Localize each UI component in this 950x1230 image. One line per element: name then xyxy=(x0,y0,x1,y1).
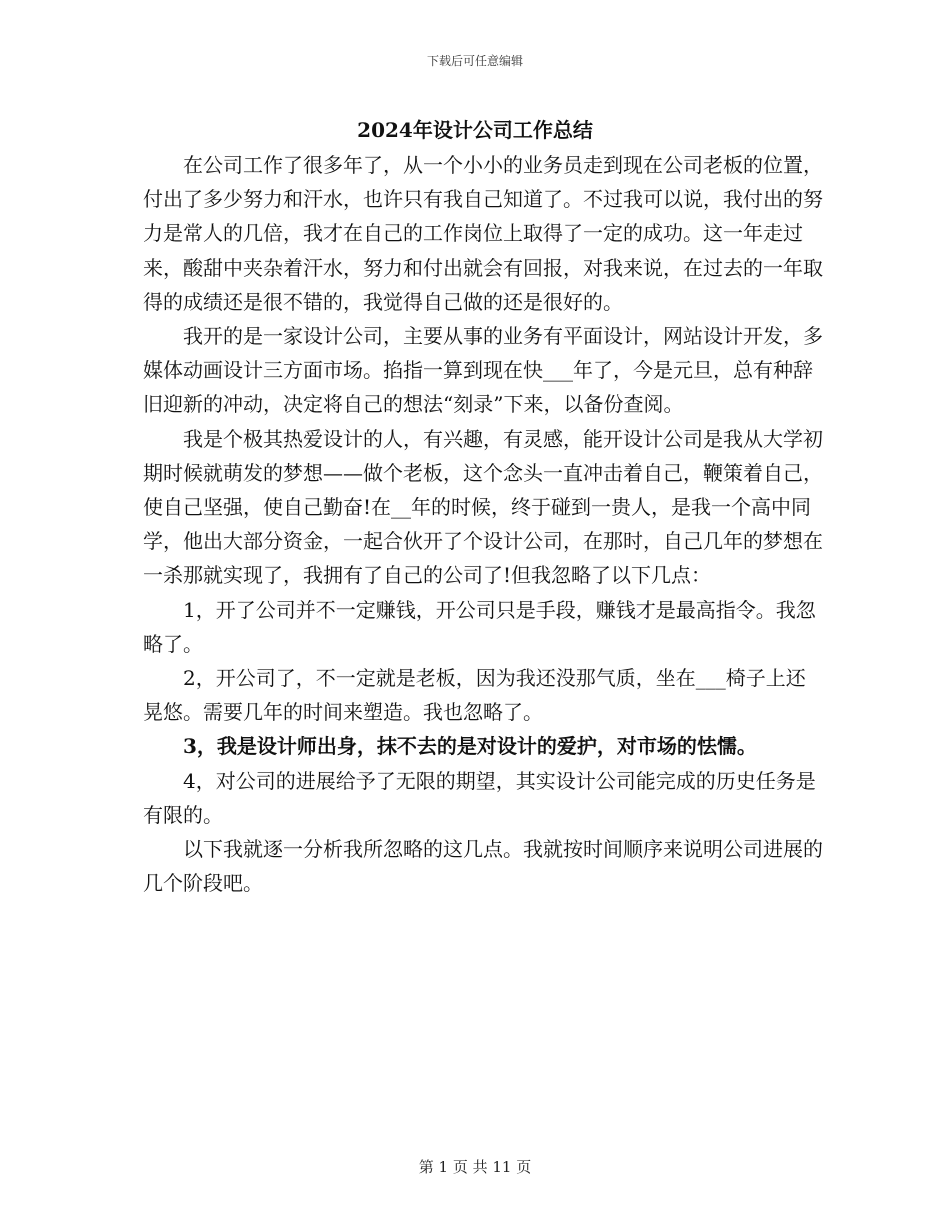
paragraph-company-business: 我开的是一家设计公司，主要从事的业务有平面设计，网站设计开发，多媒体动画设计三方面市场。掐指一算到现在快___年了，今是元旦，总有种辞旧迎新的冲动，决定将自己的想法“刻录”下来，以备份查阅。 xyxy=(143,324,823,417)
paragraph-point-2: 2，开公司了，不一定就是老板，因为我还没那气质，坐在___椅子上还晃悠。需要几年的时间来塑造。我也忽略了。 xyxy=(143,666,806,725)
paragraph-analysis-intro: 以下我就逐一分析我所忽略的这几点。我就按时间顺序来说明公司进展的几个阶段吧。 xyxy=(143,837,823,896)
document-title: 2024年设计公司工作总结 xyxy=(357,118,593,142)
paragraph-point-3: 3，我是设计师出身，抹不去的是对设计的爱护，对市场的怯懦。 xyxy=(183,734,757,759)
page-footer: 第 1 页 共 11 页 xyxy=(418,1158,532,1176)
document-body xyxy=(143,148,823,900)
paragraph-intro: 在公司工作了很多年了，从一个小小的业务员走到现在公司老板的位置，付出了多少努力和汗水，也许只有我自己知道了。不过我可以说，我付出的努力是常人的几倍，我才在自己的工作岗位上取得了一定的成功。这一年走过来，酸甜中夹杂着汗水，努力和付出就会有回报，对我来说，在过去的一年取得的成绩还是很不错的，我觉得自己做的还是很好的。 xyxy=(143,153,823,314)
paragraph-point-1: 1，开了公司并不一定赚钱，开公司只是手段，赚钱才是最高指令。我忽略了。 xyxy=(143,597,816,656)
header-note: 下载后可任意编辑 xyxy=(426,54,523,68)
paragraph-dream: 我是个极其热爱设计的人，有兴趣，有灵感，能开设计公司是我从大学初期时候就萌发的梦想——做个老板，这个念头一直冲击着自己，鞭策着自己，使自己坚强，使自己勤奋!在__年的时候，终于碰到一贵人，是我一个高中同学，他出大部分资金，一起合伙开了个设计公司，在那时，自己几年的梦想在一杀那就实现了，我拥有了自己的公司了!但我忽略了以下几点： xyxy=(143,426,823,588)
paragraph-point-4: 4，对公司的进展给予了无限的期望，其实设计公司能完成的历史任务是有限的。 xyxy=(143,768,816,827)
